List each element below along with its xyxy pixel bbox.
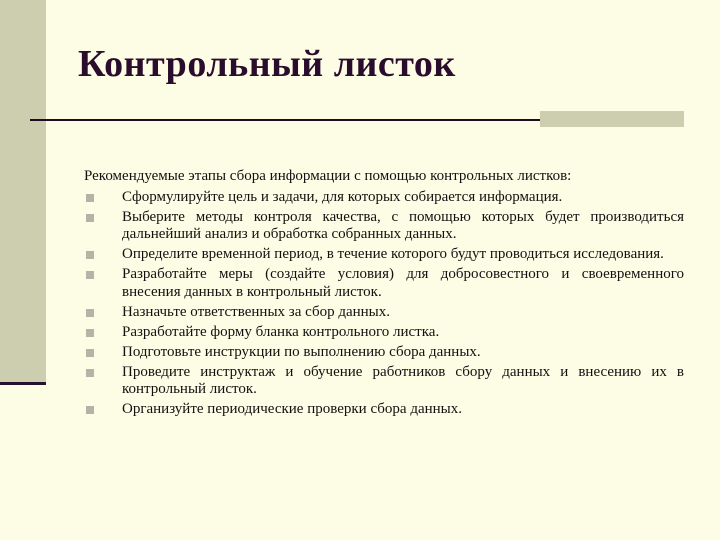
left-decor-band [0, 0, 46, 382]
list-item [84, 344, 684, 362]
list-item-text: Выберите методы контроля качества, с помощью которых будет производиться дальнейший анализ и обработка собранных данных. [122, 208, 684, 242]
list-item-text: Разработайте форму бланка контрольного листка. [122, 323, 440, 340]
list-item [84, 246, 684, 264]
list-item [84, 324, 684, 342]
list-item [84, 364, 684, 399]
list-item [84, 209, 684, 244]
square-bullet-icon [86, 271, 94, 279]
list-item-text: Разработайте меры (создайте условия) для добросовестного и своевременного внесения данных в контрольный листок. [122, 266, 684, 300]
list-item-text: Проведите инструктаж и обучение работников сбору данных и внесению их в контрольный листок. [122, 363, 684, 397]
title-underline [30, 119, 540, 121]
intro-text: Рекомендуемые этапы сбора информации с помощью контрольных листков: [84, 168, 572, 184]
list-item-text: Подготовьте инструкции по выполнению сбора данных. [122, 343, 481, 360]
square-bullet-icon [86, 369, 94, 377]
square-bullet-icon [86, 214, 94, 222]
left-band-divider [0, 382, 46, 385]
title-accent-block [540, 111, 684, 127]
square-bullet-icon [86, 406, 94, 414]
list-item [84, 304, 684, 322]
list-item [84, 266, 684, 301]
list-item-text: Организуйте периодические проверки сбора данных. [122, 401, 462, 417]
slide-body [84, 168, 684, 421]
list-item [84, 401, 684, 419]
list-item-text: Сформулируйте цель и задачи, для которых собирается информация. [122, 188, 563, 205]
list-item [84, 189, 684, 207]
list-item-text: Определите временной период, в течение которого будут проводиться исследования. [122, 246, 664, 262]
square-bullet-icon [86, 329, 94, 337]
square-bullet-icon [86, 194, 94, 202]
square-bullet-icon [86, 309, 94, 317]
square-bullet-icon [86, 251, 94, 259]
slide-title: Контрольный листок [78, 43, 456, 85]
steps-list [84, 189, 684, 419]
list-item-text: Назначьте ответственных за сбор данных. [122, 303, 391, 320]
square-bullet-icon [86, 349, 94, 357]
